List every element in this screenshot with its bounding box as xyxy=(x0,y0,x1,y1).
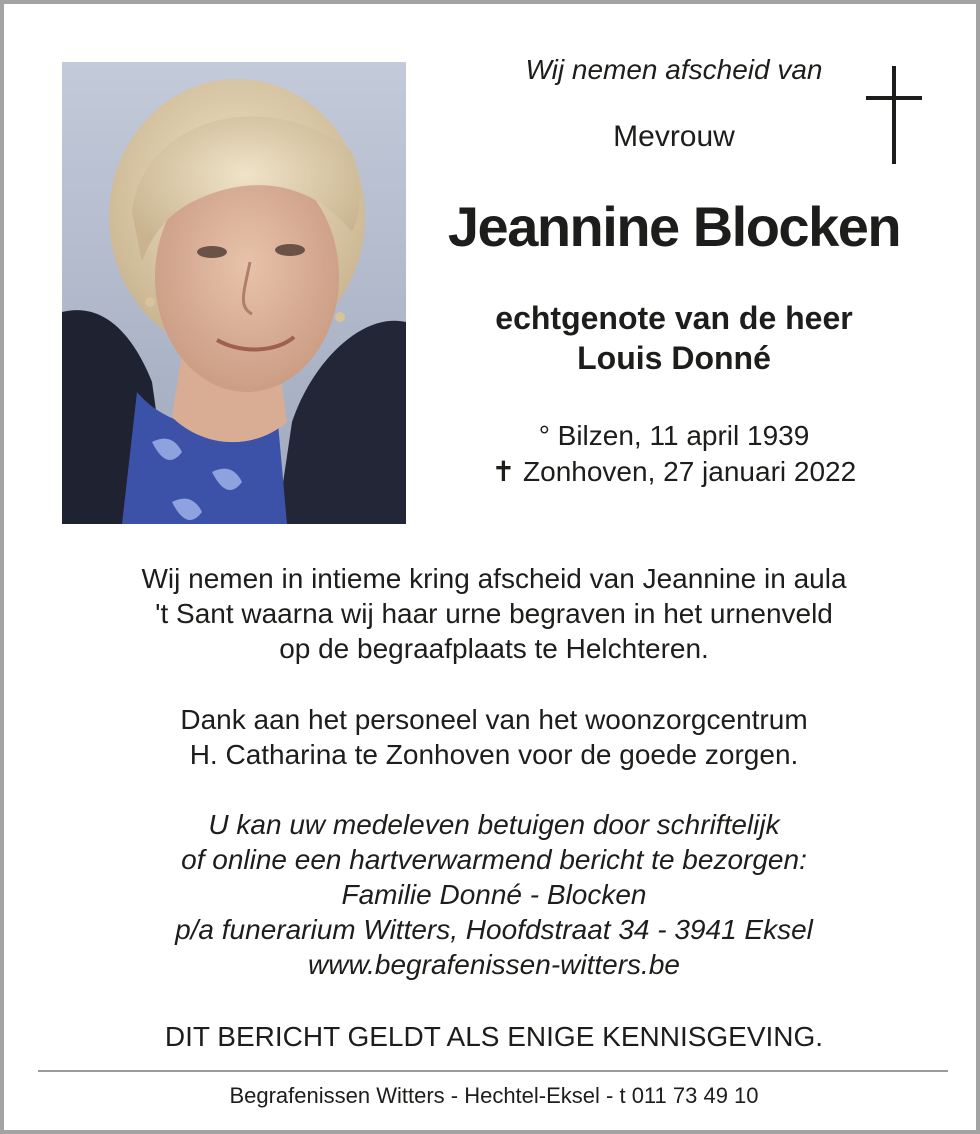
text-line: op de begraafplaats te Helchteren. xyxy=(279,633,709,664)
condolence-paragraph xyxy=(44,807,944,982)
text-line: Wij nemen in intieme kring afscheid van Jeannine in aula xyxy=(141,563,847,594)
text-line: H. Catharina te Zonhoven voor de goede zorgen. xyxy=(189,739,799,770)
text-line: Dank aan het personeel van het woonzorgcentrum xyxy=(180,704,808,735)
death-date: ✝ Zonhoven, 27 januari 2022 xyxy=(491,456,857,487)
footer-text: Begrafenissen Witters - Hechtel-Eksel - t 011 73 49 10 xyxy=(229,1083,759,1108)
birth-date: ° Bilzen, 11 april 1939 xyxy=(538,420,810,451)
thanks-paragraph xyxy=(44,702,944,772)
spouse-name: Louis Donné xyxy=(577,340,771,376)
salutation: Mevrouw xyxy=(613,120,735,153)
text-line: 't Sant waarna wij haar urne begraven in het urnenveld xyxy=(155,598,833,629)
website-link[interactable]: www.begrafenissen-witters.be xyxy=(308,949,680,980)
portrait-photo xyxy=(62,62,406,524)
relation xyxy=(424,298,924,378)
family-name: Familie Donné - Blocken xyxy=(341,879,647,910)
intro-text: Wij nemen afscheid van xyxy=(525,54,823,85)
deceased-name: Jeannine Blocken xyxy=(447,195,901,258)
dates xyxy=(424,418,924,490)
relation-line: echtgenote van de heer xyxy=(495,300,853,336)
address: p/a funerarium Witters, Hoofdstraat 34 - 3941 Eksel xyxy=(175,914,813,945)
notice-text: DIT BERICHT GELDT ALS ENIGE KENNISGEVING. xyxy=(164,1021,824,1052)
text-line: of online een hartverwarmend bericht te bezorgen: xyxy=(181,844,807,875)
ceremony-paragraph xyxy=(44,561,944,666)
text-line: U kan uw medeleven betuigen door schriftelijk xyxy=(208,809,780,840)
divider xyxy=(38,1070,948,1072)
